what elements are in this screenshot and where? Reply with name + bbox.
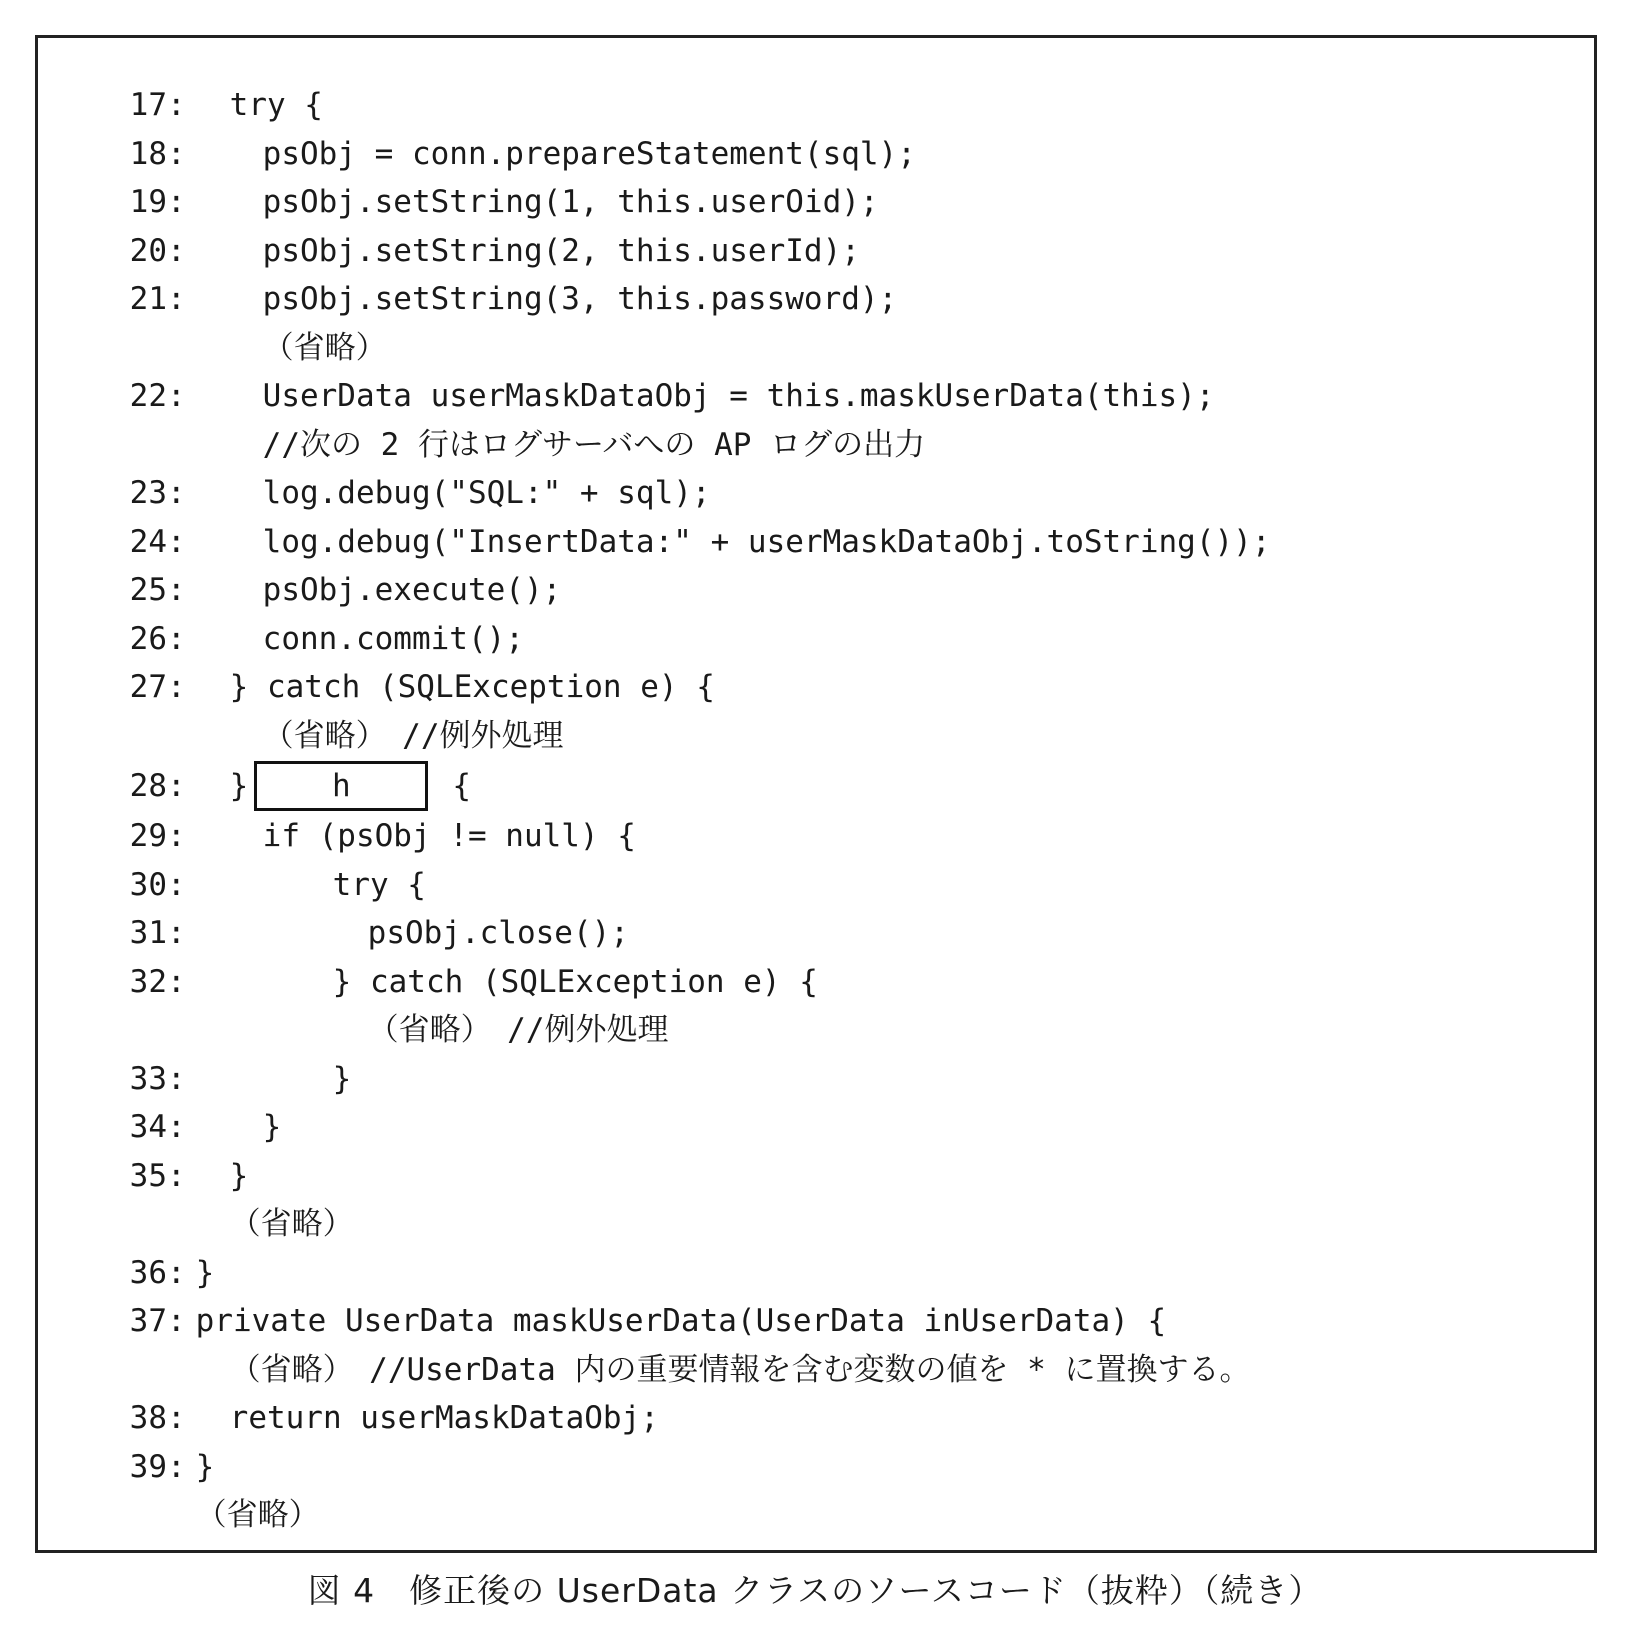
omission-note — [55, 1295, 1251, 1388]
omission-note — [55, 273, 387, 366]
line-number: 35: — [129, 1158, 186, 1194]
code-line-29 — [55, 761, 636, 854]
code-text: } — [262, 1109, 282, 1145]
code-text: } — [195, 1255, 215, 1291]
answer-blank-h: h — [254, 761, 428, 811]
code-text: return userMaskDataObj; — [229, 1400, 659, 1436]
code-line-17 — [55, 30, 323, 123]
code-text: psObj.setString(3, this.password); — [262, 281, 898, 317]
line-number: 19: — [129, 184, 186, 220]
code-line-27 — [55, 612, 715, 705]
omission-note — [55, 1149, 354, 1242]
code-text: try { — [332, 867, 426, 903]
line-number: 27: — [129, 669, 186, 705]
line-number: 37: — [129, 1303, 186, 1339]
omission-note — [55, 955, 669, 1048]
code-text: log.debug("SQL:" + sql); — [262, 475, 711, 511]
code-line-25 — [55, 515, 562, 608]
line-number: 31: — [129, 915, 186, 951]
line-number: 22: — [129, 378, 186, 414]
code-text: （省略） — [229, 1206, 354, 1242]
line-number: 21: — [129, 281, 186, 317]
code-line-33 — [55, 1004, 352, 1097]
code-line-37 — [55, 1246, 1167, 1339]
line-number: 36: — [129, 1255, 186, 1291]
code-text: psObj = conn.prepareStatement(sql); — [262, 136, 916, 172]
code-line-34 — [55, 1052, 282, 1145]
code-text: psObj.setString(2, this.userId); — [262, 233, 860, 269]
code-text: （省略） — [195, 1497, 320, 1533]
line-number: 33: — [129, 1061, 186, 1097]
code-line-20 — [55, 176, 860, 269]
code-text: } catch (SQLException e) { — [229, 669, 715, 705]
code-line-24 — [55, 467, 1271, 560]
line-number: 32: — [129, 964, 186, 1000]
code-text: //次の 2 行はログサーバへの AP ログの出力 — [262, 427, 926, 463]
code-text: （省略） //例外処理 — [367, 1012, 669, 1048]
line-number: 20: — [129, 233, 186, 269]
code-line-39 — [55, 1392, 215, 1485]
line-number: 28: — [129, 768, 186, 804]
code-text: conn.commit(); — [262, 621, 524, 657]
code-line-31 — [55, 858, 629, 951]
omission-note — [55, 1440, 320, 1533]
code-comment — [55, 370, 926, 463]
line-number: 24: — [129, 524, 186, 560]
code-line-18 — [55, 79, 916, 172]
line-number: 23: — [129, 475, 186, 511]
line-number: 26: — [129, 621, 186, 657]
code-text: } catch (SQLException e) { — [332, 964, 818, 1000]
code-line-38 — [55, 1343, 659, 1436]
code-text: log.debug("InsertData:" + userMaskDataObj.toString()); — [262, 524, 1271, 560]
code-text: try { — [229, 87, 323, 123]
code-text: （省略） //例外処理 — [262, 718, 564, 754]
code-text: psObj.close(); — [367, 915, 629, 951]
code-text: } — [229, 1158, 249, 1194]
code-text: } — [195, 1449, 215, 1485]
line-number: 29: — [129, 818, 186, 854]
code-line-30 — [55, 810, 426, 903]
line-number: 34: — [129, 1109, 186, 1145]
code-line-36 — [55, 1198, 215, 1291]
code-line-28 — [55, 711, 471, 804]
line-number: 25: — [129, 572, 186, 608]
figure-caption: 図 4 修正後の UserData クラスのソースコード（抜粋）（続き） — [307, 1571, 1323, 1610]
code-line-26 — [55, 564, 524, 657]
code-line-35 — [55, 1101, 249, 1194]
code-text: private UserData maskUserData(UserData inUserData) { — [195, 1303, 1167, 1339]
code-text: UserData userMaskDataObj = this.maskUserData(this); — [262, 378, 1215, 414]
line-number: 38: — [129, 1400, 186, 1436]
code-text: psObj.setString(1, this.userOid); — [262, 184, 879, 220]
code-text: （省略） //UserData 内の重要情報を含む変数の値を * に置換する。 — [229, 1352, 1251, 1388]
code-line-19 — [55, 127, 879, 220]
omission-note — [55, 661, 564, 754]
code-line-32 — [55, 907, 818, 1000]
line-number: 18: — [129, 136, 186, 172]
code-line-22 — [55, 321, 1215, 414]
code-text: if (psObj != null) { — [262, 818, 636, 854]
code-line-21 — [55, 224, 898, 317]
line-number: 39: — [129, 1449, 186, 1485]
code-text: } — [332, 1061, 352, 1097]
code-text: psObj.execute(); — [262, 572, 562, 608]
code-text: } — [229, 768, 249, 804]
code-text: （省略） — [262, 330, 387, 366]
line-number: 30: — [129, 867, 186, 903]
code-line-23 — [55, 418, 711, 511]
code-text: { — [452, 768, 471, 804]
line-number: 17: — [129, 87, 186, 123]
